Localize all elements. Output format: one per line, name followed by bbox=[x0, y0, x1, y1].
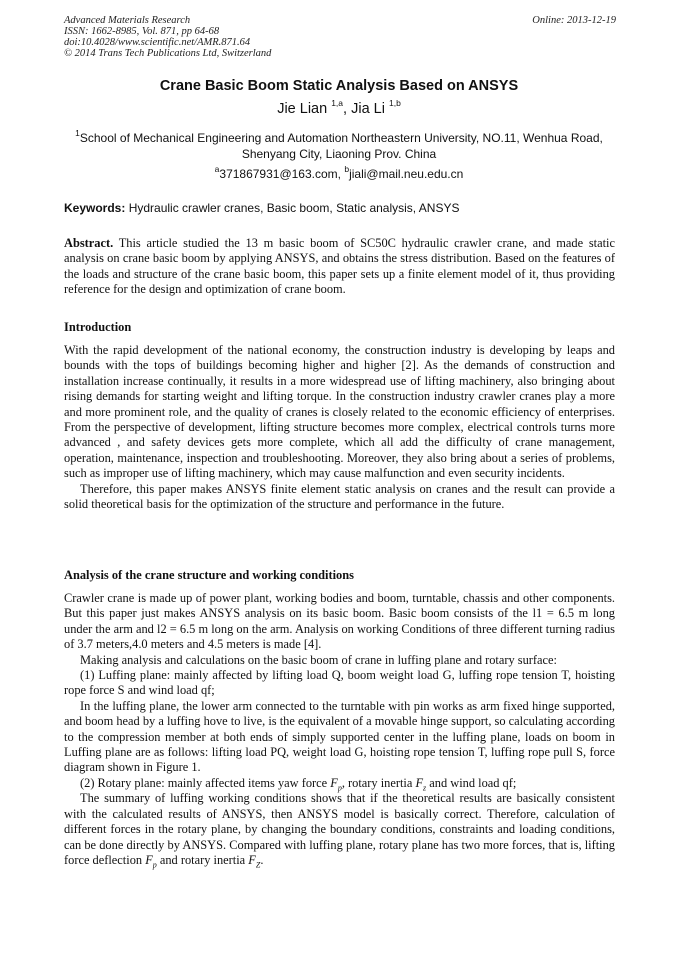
author-superscript: 1,a bbox=[331, 98, 344, 109]
issn-line: ISSN: 1662-8985, Vol. 871, pp 64-68 bbox=[64, 26, 220, 37]
paragraph bbox=[64, 776, 615, 791]
paragraph: (1) Luffing plane: mainly affected by lifting load Q, boom weight load G, luffing rope tension T, hoisting rope force S and wind load qf; bbox=[64, 668, 615, 698]
email-superscript: b bbox=[344, 164, 350, 174]
paragraph: In the luffing plane, the lower arm connected to the turntable with pin works as arm fixed hinge supported, and boom head by a luffing hove to live, is the equivalent of a movable hinge support, so calculating according to the compression member at both ends of simply supported center in the luffing plane, loads on boom in Luffing plane are as follows: lifting load PQ, weight load G, hoisting rope tension T, luffing rope pull S, force diagram shown in Figure 1. bbox=[64, 698, 615, 775]
paper-title: Crane Basic Boom Static Analysis Based on ANSYS bbox=[159, 78, 519, 94]
symbol-subscript: p bbox=[337, 783, 342, 793]
keywords-label: Keywords: bbox=[64, 201, 126, 215]
affiliation-superscript: 1 bbox=[75, 128, 80, 138]
affiliation-text: School of Mechanical Engineering and Automation Northeastern University, NO.11, Wenhua Road, Shenyang City, Liaoning Prov. China bbox=[79, 131, 603, 161]
abstract bbox=[64, 236, 615, 298]
symbol-fp bbox=[145, 852, 157, 870]
symbol-fz bbox=[415, 775, 427, 793]
symbol-subscript: Z bbox=[255, 860, 261, 870]
author-name: Jia Li bbox=[351, 101, 389, 117]
introduction-body bbox=[64, 343, 615, 512]
email-superscript: a bbox=[214, 164, 220, 174]
paragraph: Making analysis and calculations on the basic boom of crane in luffing plane and rotary surface: bbox=[80, 652, 558, 667]
paragraph: Therefore, this paper makes ANSYS finite element static analysis on cranes and the result can provide a solid theoretical basis for the optimization of the structure and performance in the future. bbox=[64, 481, 615, 512]
text-run: , rotary inertia bbox=[341, 775, 416, 790]
section-heading-introduction: Introduction bbox=[64, 320, 132, 334]
section-heading-analysis: Analysis of the crane structure and working conditions bbox=[64, 568, 354, 582]
author-name: Jie Lian bbox=[277, 101, 332, 117]
abstract-text: This article studied the 13 m basic boom of SC50C hydraulic crawler crane, and made static analysis on crane basic boom by applying ANSYS, and obtains the stress distribution. Based on the features of the loads and structure of the crane basic boom, this paper sets up a finite element model of it, thus providing reference for the design and optimization of crane boom. bbox=[64, 236, 615, 297]
doi-line: doi:10.4028/www.scientific.net/AMR.871.64 bbox=[64, 37, 251, 48]
symbol-subscript: z bbox=[423, 783, 427, 793]
symbol-fz bbox=[248, 852, 261, 870]
paragraph: Crawler crane is made up of power plant, working bodies and boom, turntable, chassis and other components. But this paper just makes ANSYS analysis on its basic boom. Basic boom consists of the l1 = 6.5 m long under the arm and l2 = 6.5 m long on the arm. Analysis on working Conditions of three different turning radius of 3.7 meters,4.0 meters and 4.5 meters is made [4]. bbox=[64, 591, 615, 652]
author-list bbox=[0, 98, 678, 117]
symbol-fp bbox=[330, 775, 342, 793]
symbol-letter: F bbox=[415, 775, 424, 790]
copyright-line: © 2014 Trans Tech Publications Ltd, Switzerland bbox=[64, 48, 272, 59]
text-run: The summary of luffing working conditions shows that if the theoretical results are basically consistent with the calculated results of ANSYS, then ANSYS model is basically correct. Therefore, calculation of different forces in the rotary plane, by changing the boundary conditions, constraints and loading conditions, can be done directly by ANSYS. Compared with luffing plane, rotary plane has two more forces, that is, lifting force deflection bbox=[64, 791, 615, 867]
symbol-letter: F bbox=[330, 775, 338, 790]
email-link[interactable]: jiali@mail.neu.edu.cn bbox=[349, 167, 464, 181]
author-superscript: 1,b bbox=[388, 98, 401, 109]
symbol-letter: F bbox=[145, 852, 153, 867]
keywords-text: Hydraulic crawler cranes, Basic boom, Static analysis, ANSYS bbox=[125, 201, 460, 215]
paragraph bbox=[64, 791, 615, 868]
journal-header bbox=[64, 15, 616, 59]
affiliation bbox=[64, 128, 614, 162]
text-run: and wind load qf; bbox=[426, 775, 517, 790]
author-emails bbox=[0, 164, 678, 181]
paragraph: With the rapid development of the national economy, the construction industry is developing by leaps and bounds with the tops of buildings becoming higher and higher [2]. As the demands of construction and installation increase continually, it results in a more widespread use of lifting machinery, also bringing about rising demands for starting weight and lifting torque. In the construction industry crawler cranes play a more and more prominent role, and the quality of cranes is closely related to the economic efficiency of enterprises. From the perspective of development, lifting structure becomes more complex, electrical controls turns more advanced , and safety devices gets more complete, which all add the difficulty of crane management, operation, maintenance, inspection and troubleshooting. Moreover, they also bring about a series of problems, such as improper use of lifting machinery, which may cause malfunction and even security incidents. bbox=[64, 343, 615, 481]
online-date: Online: 2013-12-19 bbox=[532, 15, 616, 26]
text-run: and rotary inertia bbox=[156, 852, 249, 867]
text-run: . bbox=[260, 852, 264, 867]
symbol-subscript: p bbox=[152, 860, 157, 870]
author-separator: , bbox=[343, 101, 352, 117]
text-run: (2) Rotary plane: mainly affected items yaw force bbox=[80, 775, 331, 790]
keywords bbox=[64, 201, 616, 215]
abstract-label: Abstract. bbox=[64, 236, 114, 250]
journal-name: Advanced Materials Research bbox=[64, 15, 191, 26]
symbol-letter: F bbox=[248, 852, 256, 867]
analysis-body bbox=[64, 591, 615, 868]
email-link[interactable]: 371867931@163.com, bbox=[219, 167, 345, 181]
